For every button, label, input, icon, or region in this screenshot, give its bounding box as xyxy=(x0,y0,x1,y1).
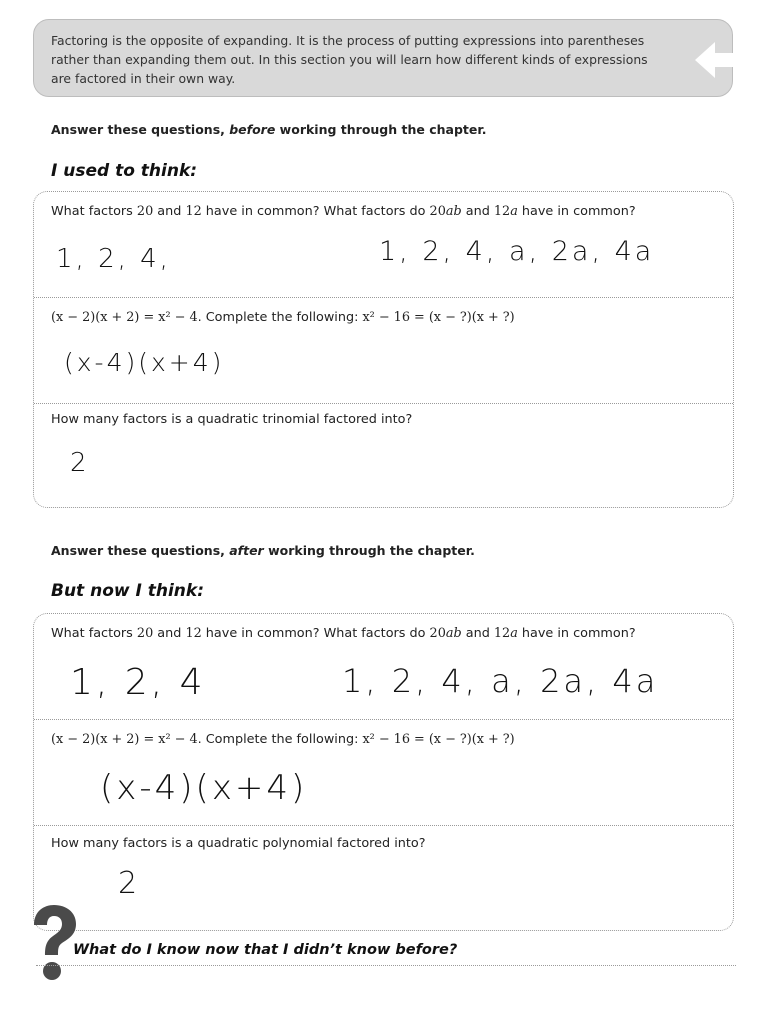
question-mark-icon xyxy=(28,905,78,985)
intro-text: Factoring is the opposite of expanding. It is the process of putting expressions into parentheses rather than expanding them out. In this section you will learn how different kinds of expressions are factored in their own way. xyxy=(51,33,648,86)
after-prompt: Answer these questions, after working through the chapter. xyxy=(51,543,475,558)
before-question-1: What factors 20 and 12 have in common? What factors do 20ab and 12a have in common? xyxy=(51,204,636,219)
after-row-q2 xyxy=(34,720,733,826)
before-row-q3 xyxy=(34,404,733,507)
intro-banner xyxy=(33,19,733,97)
after-answer-2: (x-4)(x+4) xyxy=(100,768,308,808)
arrow-left-icon xyxy=(695,40,733,80)
after-answer-3: 2 xyxy=(118,866,141,901)
after-question-3: How many factors is a quadratic polynomial factored into? xyxy=(51,836,426,851)
after-box xyxy=(33,613,734,931)
after-question-2: (x − 2)(x + 2) = x² − 4. Complete the following: x² − 16 = (x − ?)(x + ?) xyxy=(51,732,515,747)
before-question-3: How many factors is a quadratic trinomial factored into? xyxy=(51,412,413,427)
before-box xyxy=(33,191,734,508)
before-answer-1-left: 1, 2, 4, xyxy=(56,244,171,274)
before-answer-2: (x-4)(x+4) xyxy=(64,348,225,377)
after-row-q1 xyxy=(34,614,733,720)
before-answer-1-right: 1, 2, 4, a, 2a, 4a xyxy=(379,236,655,267)
after-answer-1-right: 1, 2, 4, a, 2a, 4a xyxy=(342,662,659,700)
before-answer-3: 2 xyxy=(70,448,90,478)
before-row-q2 xyxy=(34,298,733,404)
reflection-line xyxy=(36,965,736,966)
before-question-2: (x − 2)(x + 2) = x² − 4. Complete the following: x² − 16 = (x − ?)(x + ?) xyxy=(51,310,515,325)
after-answer-1-left: 1, 2, 4 xyxy=(70,662,206,703)
before-row-q1 xyxy=(34,192,733,298)
after-row-q3 xyxy=(34,826,733,930)
before-prompt: Answer these questions, before working through the chapter. xyxy=(51,122,487,137)
after-heading: But now I think: xyxy=(51,581,205,601)
after-question-1: What factors 20 and 12 have in common? What factors do 20ab and 12a have in common? xyxy=(51,626,636,641)
before-heading: I used to think: xyxy=(51,161,198,181)
reflection-prompt: What do I know now that I didn’t know before? xyxy=(73,942,458,958)
